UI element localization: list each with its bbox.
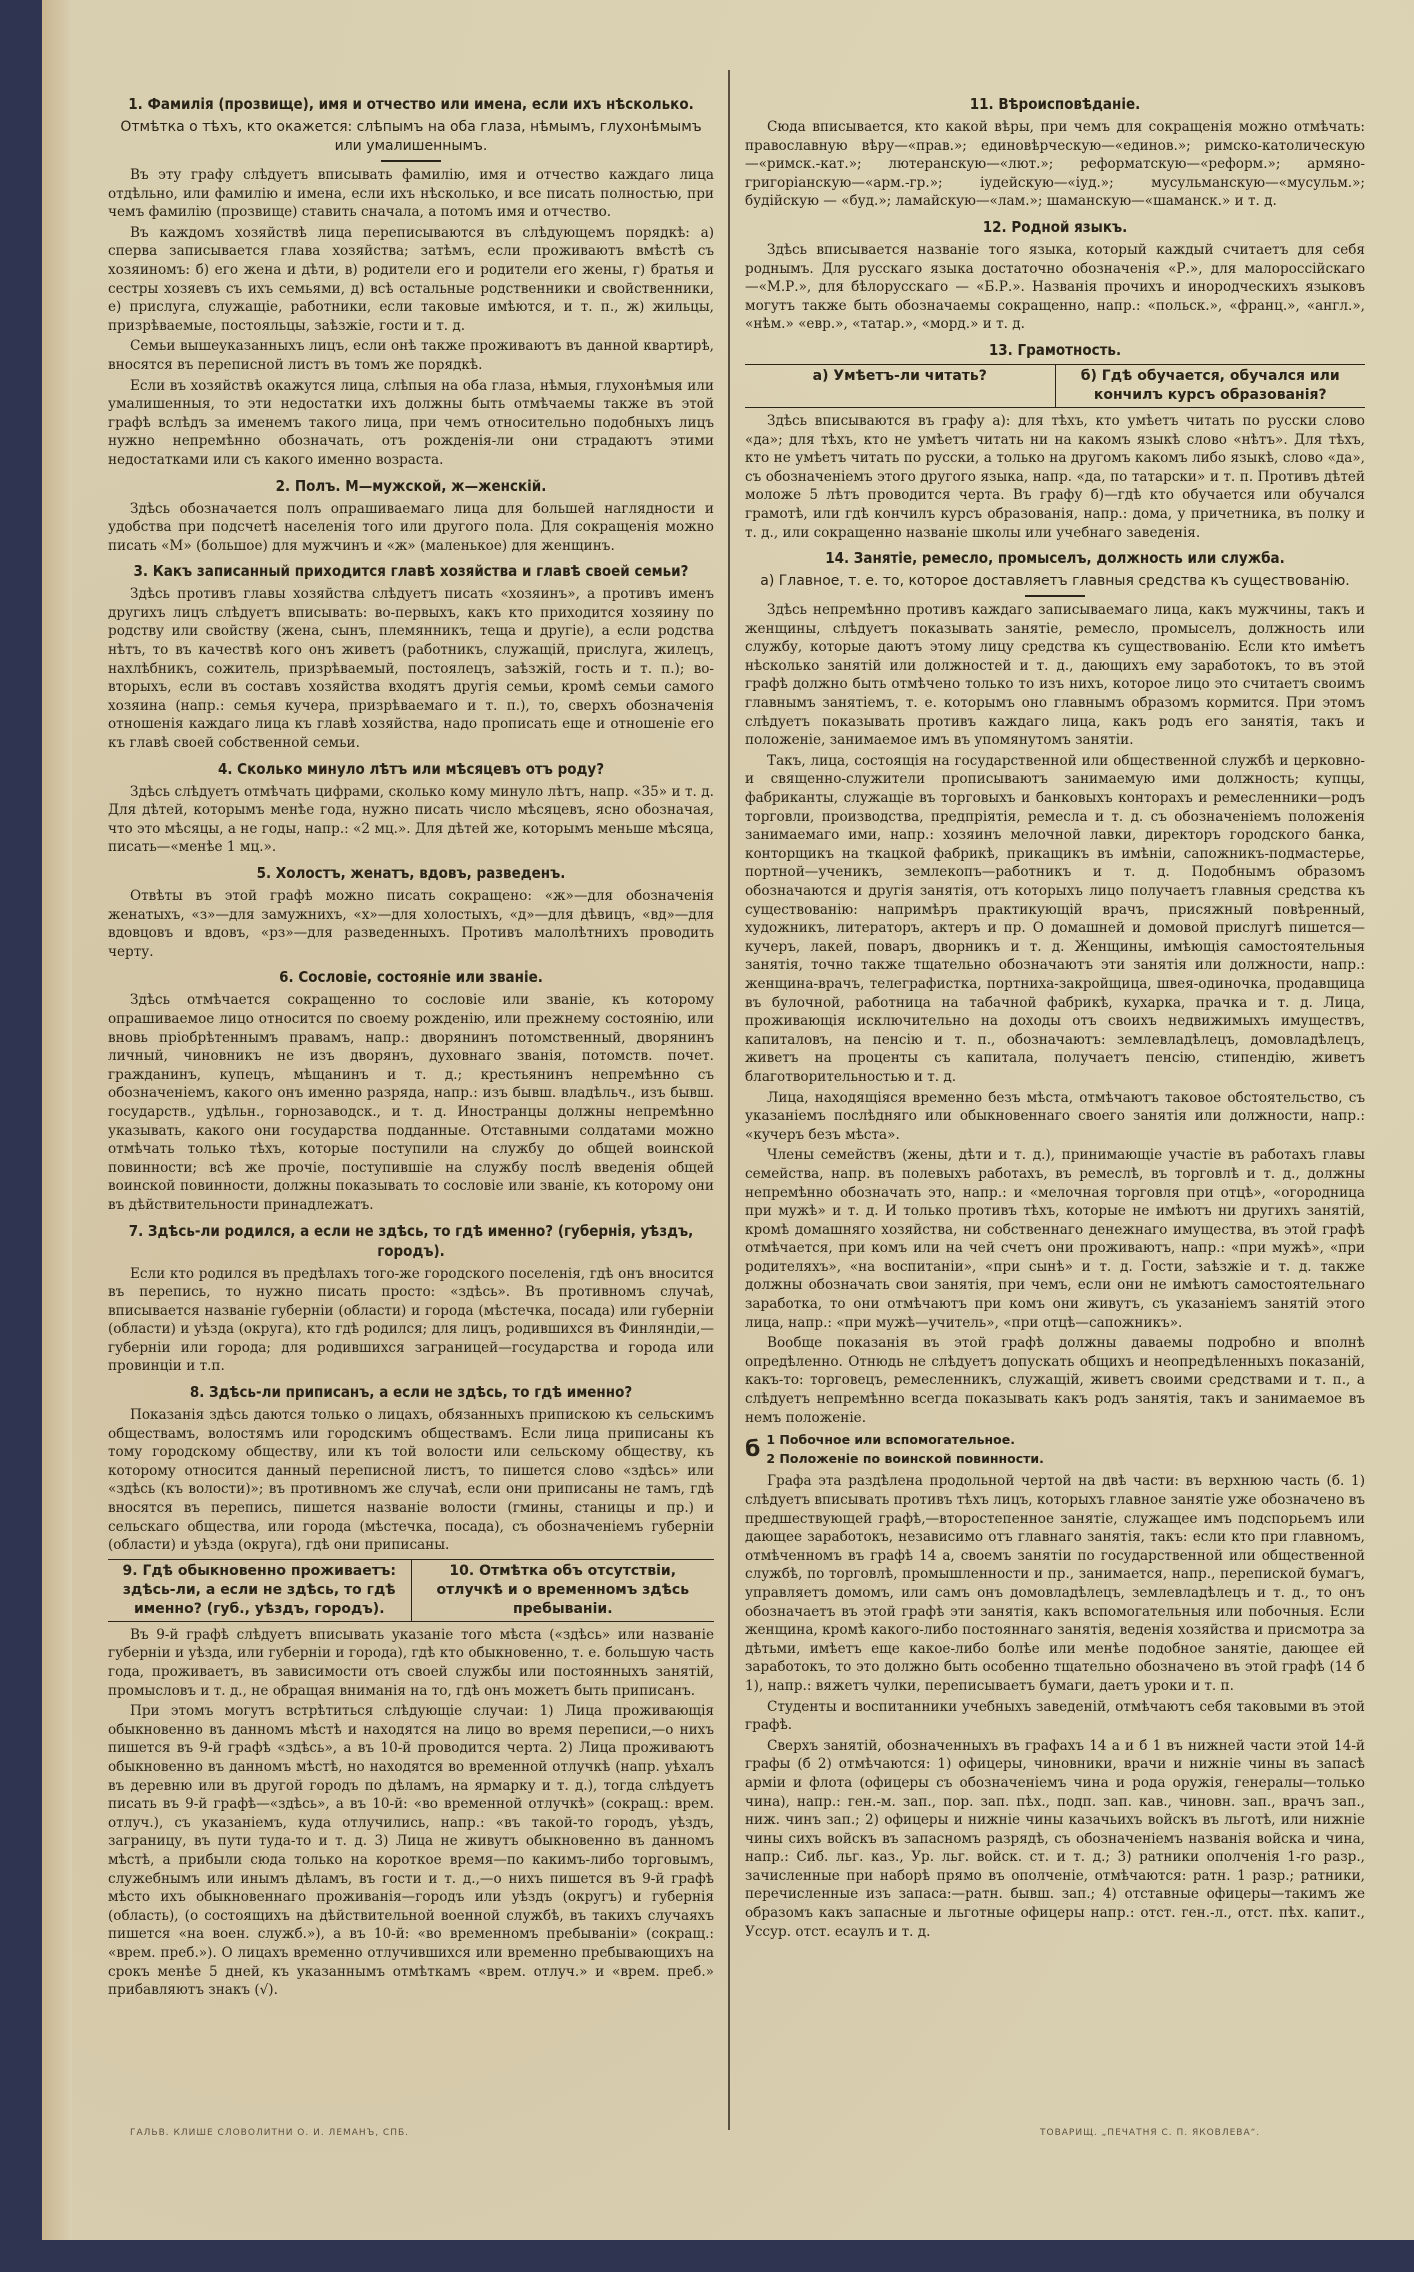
right-column [745,88,1365,1943]
section-heading: 14. Занятіе, ремесло, промыселъ, должность или служба. [825,549,1285,568]
section-heading: 7. Здѣсь-ли родился, а если не здѣсь, то гдѣ именно? (губернія, уѣздъ, городъ). [128,1221,694,1260]
subcolumn-label-2: 2 Положеніе по воинской повинности. [766,1450,1044,1466]
section-heading: 2. Полъ. М—мужской, ж—женскій. [275,476,547,495]
paragraph: Въ эту графу слѣдуетъ вписывать фамилію, имя и отчество каждаго лица отдѣльно, или фамилію и имена, если ихъ нѣсколько, и все писать полностью, при чемъ фамилію (прозвище) ставить сначала, а потомъ имя и отчество. [108,167,714,221]
paragraph: Въ каждомъ хозяйствѣ лица переписываются въ слѣдующемъ порядкѣ: а) сперва записывается глава хозяйства; затѣмъ, если проживаютъ вмѣстѣ съ хозяиномъ: б) его жена и дѣти, в) родители его и родители его жены, г) братья и сестры хозяевъ съ ихъ семьями, д) всѣ остальные родственники и свойственники, е) прислуга, служащіе, работники, если таковые имѣются, и т. п., ж) жильцы, призрѣваемые, постояльцы, заѣзжіе, гости и т. д. [108,224,714,334]
paragraph: Показанія здѣсь даются только о лицахъ, обязанныхъ припискою къ сельскимъ обществамъ, волостямъ или городскимъ обществамъ. Если лица приписаны къ тому городскому обществу, или къ той волости или сельскому обществу, къ которому относится данный переписной листъ, то пишется слово «здѣсь» или «здѣсь (къ волости)»; въ противномъ же случаѣ, если они приписаны не тамъ, гдѣ вносятся въ перепись, пишется названіе волости (гмины, станицы и пр.) и сельскаго общества, или города (мѣстечка, посада), съ обозначеніемъ губерніи (области) и уѣзда (округа), гдѣ они приписаны. [108,1407,714,1554]
paragraph: Сверхъ занятій, обозначенныхъ въ графахъ 14 а и б 1 въ нижней части этой 14-й графы (б 2) отмѣчаются: 1) офицеры, чиновники, врачи и нижніе чины въ запасѣ арміи и флота (офицеры съ обозначеніемъ чина и рода оружія, генералы—только чина), напр.: ген.-м. зап., пор. зап. пѣх., подп. зап. кав., чиновн. зап., врачъ зап., ниж. чинъ зап.; 2) офицеры и нижніе чины казачьихъ войскъ въ льготѣ, или нижніе чины сихъ войскъ въ запасномъ разрядѣ, съ обозначеніемъ названія войска и чина, напр.: Сиб. льг. каз., Ур. льг. войск. ст. и т. д.; 3) ратники ополченія 1-го разр., зачисленные при наборѣ прямо въ ополченіе, отмѣчаются: ратн. 1 разр.; ратники, перечисленные изъ запаса:—ратн. бывш. зап.; 4) отставные офицеры—такимъ же образомъ какъ запасные и льготные офицеры напр.: отст. ген.-л., отст. пѣх. капит., Уссур. отст. есаулъ и т. д. [745,1737,1365,1940]
paragraph: Здѣсь отмѣчается сокращенно то сословіе или званіе, къ которому опрашиваемое лицо относится по своему рожденію, или прежнему состоянію, или вновь пріобрѣтеннымъ правамъ, напр.: дворянинъ потомственный, дворянинъ личный, чиновникъ не изъ дворянъ, духовнаго званія, потомств. почет. гражданинъ, купецъ, мѣщанинъ и т. д.; крестьянинъ непремѣнно съ обозначеніемъ, какого онъ именно разряда, напр.: изъ бывш. владѣльч., изъ бывш. государств., удѣльн., горнозаводск., и т. д. Иностранцы должны непремѣнно указывать, какого они государства подданные. Отставными солдатами можно отмѣчать только тѣхъ, которые поступили на службу до общей воинской повинности; всѣ же прочіе, поступившіе на службу послѣ введенія общей воинской повинности, должны показывать то сословіе или званіе, къ которому они въ дѣйствительности принадлежатъ. [108,992,714,1213]
split-heading [745,364,1365,408]
paragraph: Такъ, лица, состоящія на государственной или общественной службѣ и церковно-и священно-служители прописываютъ занимаемую ими должность; купцы, фабриканты, служащіе въ торговыхъ и банковыхъ конторахъ и ремесленники—родъ торговли, производства, предпріятія, ремесла и т. д. съ обозначеніемъ положенія занимаемаго ими, напр.: хозяинъ мелочной лавки, директоръ городского банка, конторщикъ на ткацкой фабрикѣ, прикащикъ въ имѣніи, сапожникъ-подмастерье, портной—ученикъ, землекопъ—работникъ и т. д. Подобнымъ образомъ обозначаются и другія занятія, отъ которыхъ лицо получаетъ главныя средства къ существованію: напримѣръ практикующій врачъ, присяжный повѣренный, художникъ, литераторъ, актеръ и пр. О домашней и домовой прислугѣ пишется—кучеръ, лакей, поваръ, дворникъ и т. д. Женщины, имѣющія самостоятельныя занятія, точно также тщательно обозначаютъ эти занятія или должности, напр.: женщина-врачъ, телеграфистка, портниха-закройщица, швея-одиночка, продавщица въ булочной, работница на табачной фабрикѣ, кухарка, прачка и т. д. Лица, проживающія исключительно на доходы отъ своихъ недвижимыхъ имуществъ, капиталовъ, на пенсію и т. п., обозначаютъ: землевладѣлецъ, домовладѣлецъ, живетъ на проценты съ капитала, получаетъ пенсію, стипендію, живетъ благотворительностью и т. д. [745,752,1365,1085]
column-divider [728,70,730,2130]
subcolumn-labels [766,1431,1043,1468]
section-heading: 3. Какъ записанный приходится главѣ хозяйства и главѣ своей семьи? [133,562,689,581]
paragraph: Здѣсь обозначается полъ опрашиваемаго лица для большей наглядности и удобства при подсчетѣ населенія того или другого пола. Для сокращенія можно писать «М» (большое) для мужчинъ и «ж» (маленькое) для женщинъ. [108,500,714,554]
section-heading: 12. Родной языкъ. [982,217,1128,236]
paragraph: Здѣсь противъ главы хозяйства слѣдуетъ писать «хозяинъ», а противъ именъ другихъ лицъ слѣдуетъ вписывать: во-первыхъ, какъ кто приходится хозяину по родству или свойству (жена, сынъ, племянникъ, теща и другіе), а если родства нѣтъ, то въ качествѣ кого онъ живетъ (работникъ, служащій, прислуга, жилецъ, нахлѣбникъ, сожитель, призрѣваемый, постоялецъ, заѣзжій, гость и т. п.); во-вторыхъ, если въ составъ хозяйства входятъ другія семьи, кромѣ семьи самого хозяина (напр.: семья кучера, призрѣваемаго и т. п.), то, сверхъ обозначенія отношенія каждаго лица къ главѣ хозяйства, надо прописать еще и отношеніе его къ главѣ своей собственной семьи. [108,586,714,752]
paragraph: Лица, находящіяся временно безъ мѣста, отмѣчаютъ таковое обстоятельство, съ указаніемъ послѣдняго или обыкновеннаго своего занятія или должности, напр.: «кучеръ безъ мѣста». [745,1089,1365,1143]
section-heading: 11. Вѣроисповѣданіе. [969,95,1141,113]
split-heading-left: 9. Гдѣ обыкновенно проживаетъ: здѣсь-ли, а если не здѣсь, то гдѣ именно? (губ., уѣздъ, городъ). [122,1562,396,1617]
paragraph: Здѣсь вписывается названіе того языка, который каждый считаетъ для себя роднымъ. Для русскаго языка достаточно обозначенія «Р.», для малороссійскаго—«М.Р.», для бѣлорусскаго — «Б.Р.». Названія прочихъ и инородческихъ языковъ могутъ также быть обозначаемы сокращенно, напр.: «польск.», «франц.», «англ.», «нѣм.» «евр.», «татар.», «морд.» и т. д. [745,241,1365,333]
paragraph: Сюда вписывается, кто какой вѣры, при чемъ для сокращенія можно отмѣчать: православную вѣру—«прав.»; единовѣрческую—«единов.»; римско-католическую—«римск.-кат.»; лютеранскую—«лют.»; реформатскую—«реформ.»; армяно-григоріанскую—«арм.-гр.»; іудейскую—«іуд.»; мусульманскую—«мусульм.»; будійскую — «буд.»; ламайскую—«лам.»; шаманскую—«шаманск.» и т. д. [745,119,1365,210]
section-heading: 8. Здѣсь-ли приписанъ, а если не здѣсь, то гдѣ именно? [189,1383,633,1402]
split-heading-right: 10. Отмѣтка объ отсутствіи, отлучкѣ и о временномъ здѣсь пребываніи. [411,1560,715,1621]
section-heading: 6. Сословіе, состояніе или званіе. [279,968,543,987]
section-heading: 5. Холостъ, женатъ, вдовъ, разведенъ. [256,864,566,882]
paragraph: Члены семействъ (жены, дѣти и т. д.), принимающіе участіе въ работахъ главы семейства, напр. въ полевыхъ работахъ, въ ремеслѣ, въ торговлѣ и т. д., должны непремѣнно обозначать это, напр.: и «мелочная торговля при отцѣ», «огородница при мужѣ» и т. д. И только противъ тѣхъ, которые не имѣютъ ни другихъ занятій, кромѣ домашняго хозяйства, ни собственнаго денежнаго имущества, въ этой графѣ отмѣчается, при комъ или на чей счетъ они проживаютъ, напр.: «при мужѣ», «при родителяхъ», «на воспитаніи», «при сынѣ» и т. д. Гости, заѣзжіе и т. д. также должны обозначать свои занятія, при чемъ, если они не имѣютъ самостоятельнаго заработка, то они отмѣчаютъ при комъ они живутъ, съ указаніемъ занятій этого лица, напр.: «при мужѣ—учитель», «при отцѣ—сапожникъ». [745,1147,1365,1331]
paper-edge [42,0,72,2240]
subcolumn-heading [745,1431,1365,1468]
section-heading: 1. Фамилія (прозвище), имя и отчество или имена, если ихъ нѣсколько. [128,95,694,113]
split-heading [108,1559,714,1622]
section-heading: 13. Грамотность. [988,340,1122,359]
paragraph: При этомъ могутъ встрѣтиться слѣдующіе случаи: 1) Лица проживающія обыкновенно въ данномъ мѣстѣ и находятся на лицо во время переписи,—о нихъ пишется въ 9-й графѣ «здѣсь», а въ 10-й проводится черта. 2) Лица проживаютъ обыкновенно въ данномъ мѣстѣ, но находятся во временной отлучкѣ (напр. уѣхалъ въ деревню или въ другой городъ по дѣламъ, на ярмарку и т. д.), тогда слѣдуетъ писать въ 9-й графѣ—«здѣсь», а въ 10-й: «во временной отлучкѣ» (сокращ.: врем. отлуч.), съ указаніемъ, куда отлучились, напр.: «въ такой-то городъ, уѣздъ, заграницу, въ пути туда-то и т. д. 3) Лица не живутъ обыкновенно въ данномъ мѣстѣ, а прибыли сюда только на короткое время—по какимъ-либо торговымъ, служебнымъ или инымъ дѣламъ, въ гости и т. д.,—о нихъ пишется въ 9-й графѣ мѣсто ихъ обыкновеннаго проживанія—городъ или уѣздъ (округъ) и губернія (область), (о состоящихъ на дѣйствительной военной службѣ, въ такихъ случаяхъ пишется «на воен. служб.»), а въ 10-й: «во временномъ пребываніи» (сокращ.: «врем. преб.»). О лицахъ временно отлучившихся или временно пребывающихъ на срокъ менѣе 5 дней, къ указаннымъ отмѣткамъ «врем. отлуч.» и «врем. преб.» прибавляютъ знакъ (√). [108,1703,714,1999]
paragraph: Семьи вышеуказанныхъ лицъ, если онѣ также проживаютъ въ данной квартирѣ, вносятся въ переписной листъ въ томъ же порядкѣ. [108,338,714,373]
paragraph: Отвѣты въ этой графѣ можно писать сокращено: «ж»—для обозначенія женатыхъ, «з»—для замужнихъ, «х»—для холостыхъ, «д»—для дѣвицъ, «вд»—для вдовцовъ и вдовъ, «рз»—для разведенныхъ. Противъ малолѣтнихъ проводить черту. [108,888,714,960]
paragraph: Если въ хозяйствѣ окажутся лица, слѣпыя на оба глаза, нѣмыя, глухонѣмыя или умалишенныя, то эти недостатки ихъ должны быть отмѣчаемы также въ этой графѣ вслѣдъ за именемъ такого лица, при чемъ относительно подобныхъ лицъ нужно непремѣнно обозначать, отъ рожденія-ли они страдаютъ этими недостатками или съ какого именно возраста. [108,377,714,468]
paragraph: Въ 9-й графѣ слѣдуетъ вписывать указаніе того мѣста («здѣсь» или названіе губерніи и уѣзда, или губерніи и города), гдѣ кто обыкновенно, т. е. большую часть года, проживаетъ, въ зависимости отъ своей службы или постоянныхъ занятій, промысловъ и т. д., не обращая вниманія на то, гдѣ онъ можетъ быть приписанъ. [108,1626,714,1699]
paragraph: Если кто родился въ предѣлахъ того-же городского поселенія, гдѣ онъ вносится въ перепись, то нужно писать просто: «здѣсь». Въ противномъ случаѣ, вписывается названіе губерніи (области) и города (мѣстечка, посада) или губерніи (области) и уѣзда (округа), кто гдѣ родился; для лицъ, родившихся въ Финляндіи,—губерніи или города; для родившихся заграницей—государства и города или провинціи и т.п. [108,1265,714,1375]
paragraph: Вообще показанія въ этой графѣ должны даваемы подробно и вполнѣ опредѣленно. Отнюдь не слѣдуетъ допускать общихъ и неопредѣленныхъ показаній, какъ-то: торговецъ, ремесленникъ, служащій, живетъ своими средствами и т. п., а слѣдуетъ непремѣнно всегда показывать какъ родъ занятія, такъ и занимаемое въ немъ положеніе. [745,1335,1365,1426]
subcolumn-label-1: 1 Побочное или вспомогательное. [766,1432,1015,1448]
split-heading-right: б) Гдѣ обучается, обучался или кончилъ курсъ образованія? [1055,365,1366,407]
paragraph: Графа эта раздѣлена продольной чертой на двѣ части: въ верхнюю часть (б. 1) слѣдуетъ вписывать противъ тѣхъ лицъ, которыхъ главное занятіе уже обозначено въ предшествующей графѣ,—второстепенное занятіе, служащее имъ подспорьемъ или дающее заработокъ, независимо отъ главнаго занятія, такъ: если кто при главномъ, отмѣченномъ въ графѣ 14 а, своемъ занятіи по государственной или общественной службѣ, по торговлѣ, промышленности и пр., занимается, напр., перепиской бумагъ, управляетъ домомъ, или самъ онъ домовладѣлецъ, землевладѣлецъ и т. д., то онъ обозначаетъ въ этой графѣ эти занятія, какъ вспомогательныя или побочныя. Если женщина, кромѣ какого-либо постояннаго занятія, веденія хозяйства и присмотра за дѣтьми, имѣетъ еще какое-либо болѣе или менѣе подобное занятіе, дающее ей заработокъ, то это должно быть особенно тщательно обозначено въ этой графѣ (14 б 1), напр.: вяжетъ чулки, переписываетъ бумаги, даетъ уроки и т. п. [745,1473,1365,1694]
split-heading-left: а) Умѣетъ-ли читать? [812,367,987,384]
footer-left-imprint: ГАЛЬВ. КЛИШЕ СЛОВОЛИТНИ О. И. ЛЕМАНЪ, СПБ. [130,2128,410,2138]
left-column [108,88,714,2002]
section-subheading: а) Главное, т. е. то, которое доставляетъ главныя средства къ существованію. [760,573,1350,590]
heading-dash [381,160,441,162]
section-subheading: Отмѣтка о тѣхъ, кто окажется: слѣпымъ на оба глаза, нѣмымъ, глухонѣмымъ или умалишеннымъ. [120,119,702,154]
paragraph: Здѣсь вписываются въ графу а): для тѣхъ, кто умѣетъ читать по русски слово «да»; для тѣхъ, кто не умѣетъ читать ни на какомъ языкѣ слово «нѣтъ». Для тѣхъ, кто не умѣетъ читать по русски, а только на другомъ какомъ либо языкѣ, слово «да», съ обозначеніемъ этого другого языка, напр. «да, по татарски» и т. п. Противъ дѣтей моложе 5 лѣтъ проводится черта. Въ графу б)—гдѣ кто обучается или обучался грамотѣ, или гдѣ кончилъ курсъ образованія, напр.: дома, у причетника, въ полку и т. д., или сокращенно названіе школы или учебнаго заведенія. [745,412,1365,541]
section-heading: 4. Сколько минуло лѣтъ или мѣсяцевъ отъ роду? [217,759,605,778]
paragraph: Здѣсь непремѣнно противъ каждаго записываемаго лица, какъ мужчины, такъ и женщины, слѣдуетъ показывать занятіе, ремесло, промыселъ, должность или службу, которые даютъ этому лицу средства къ существованію. Если кто имѣетъ нѣсколько занятій или должностей и т. д., дающихъ ему заработокъ, то въ этой графѣ должно быть отмѣчено только то изъ нихъ, которое лицо это считаетъ своимъ главнымъ занятіемъ, т. е. которымъ оно главнымъ образомъ кормится. При этомъ слѣдуетъ показывать противъ каждаго лица, какъ родъ его занятія, такъ и положеніе, занимаемое имъ въ упомянутомъ занятіи. [745,602,1365,749]
footer-right-imprint: ТОВАРИЩ. „ПЕЧАТНЯ С. П. ЯКОВЛЕВА“. [1040,2128,1261,2138]
heading-dash [1025,595,1085,597]
subcolumn-letter: б [745,1436,761,1462]
paragraph: Студенты и воспитанники учебныхъ заведеній, отмѣчаютъ себя таковыми въ этой графѣ. [745,1698,1365,1734]
paragraph: Здѣсь слѣдуетъ отмѣчать цифрами, сколько кому минуло лѣтъ, напр. «35» и т. д. Для дѣтей, которымъ менѣе года, нужно писать число мѣсяцевъ, ясно обозначая, что это мѣсяцы, а не годы, напр.: «2 мц.». Для дѣтей же, которымъ меньше мѣсяца, писать—«менѣе 1 мц.». [108,783,714,856]
